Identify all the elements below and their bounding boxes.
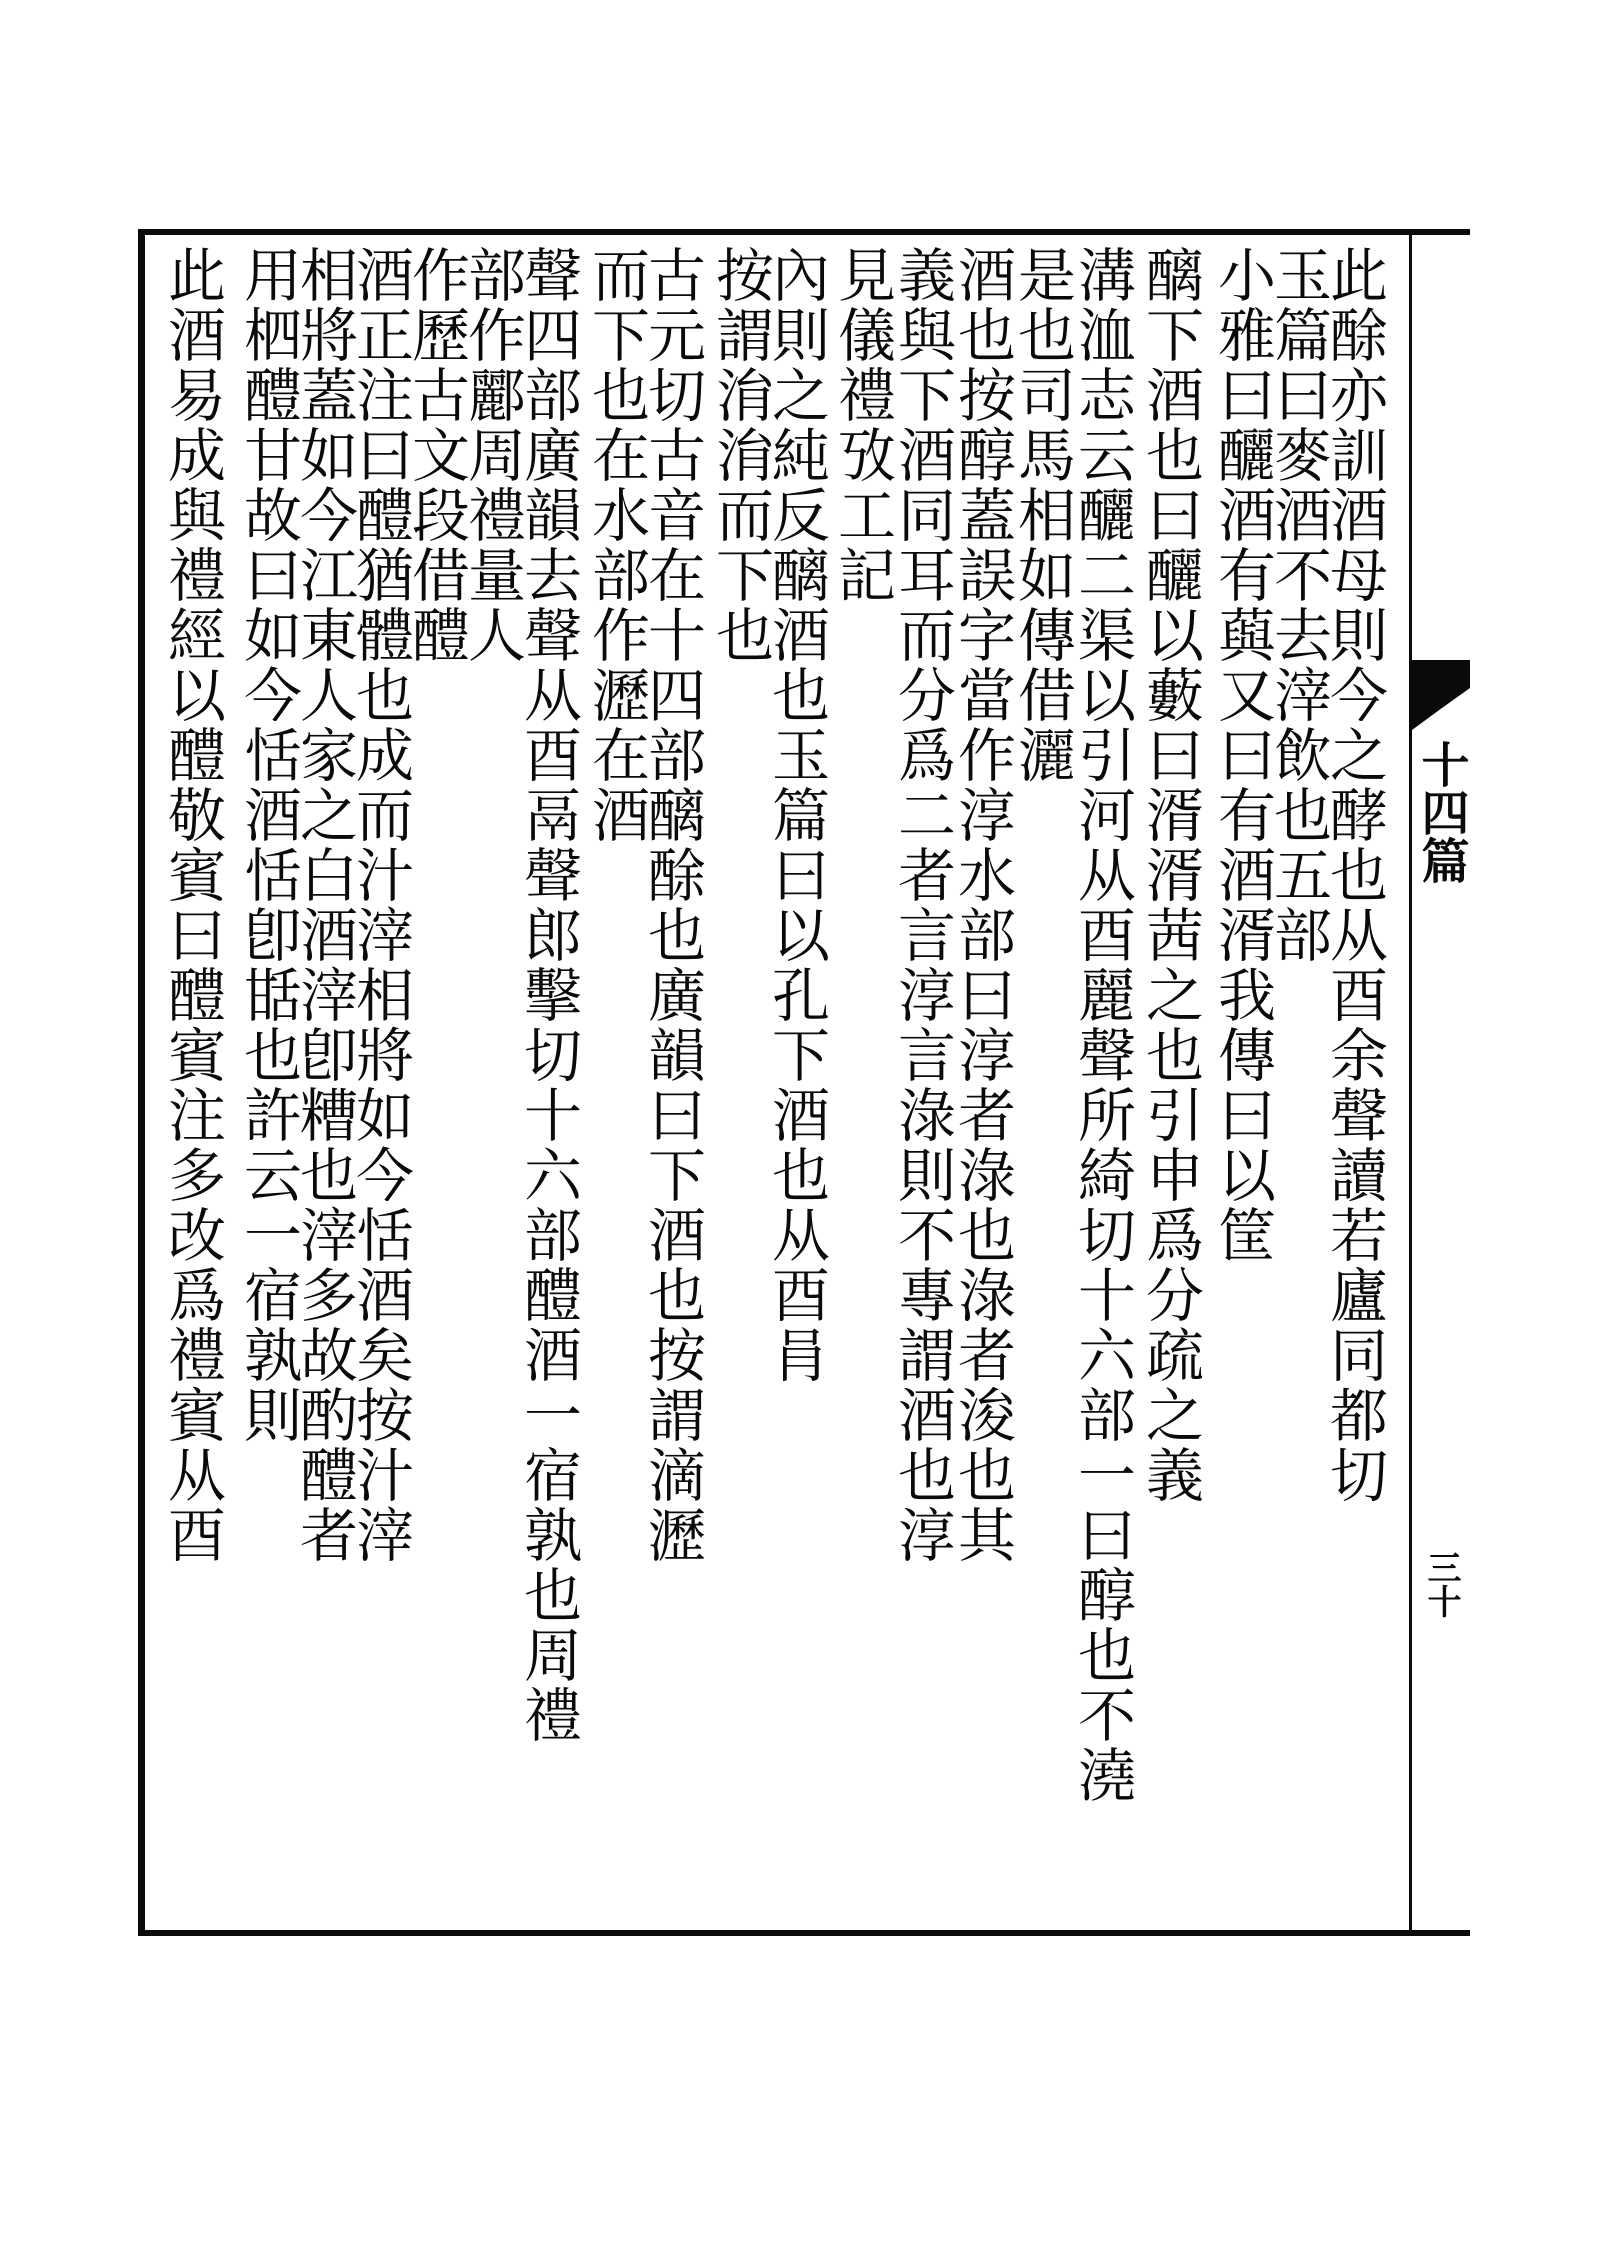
text-column: 相將蓋如今江東人家之白酒滓卽糟也滓多故酌醴者	[290, 245, 358, 1565]
text-column: 此酒易成與禮經以醴敬賓曰醴賓注多改爲禮賓从酉	[158, 245, 226, 1565]
text-column: 此酴亦訓酒母則今之酵也从酉余聲讀若廬同都切	[1320, 245, 1388, 1505]
text-column: 醨下酒也曰釃以藪曰湑湑茜之也引申爲分疏之義	[1136, 245, 1204, 1505]
text-column: 義與下酒同耳而分爲二者言淳言淥則不專謂酒也淳	[888, 245, 956, 1565]
text-column: 用柶醴甘故曰如今恬酒恬卽甛也許云一宿孰則	[234, 245, 302, 1445]
text-column: 溝洫志云釃二渠以引河从酉麗聲所綺切十六部一曰醇也不澆	[1068, 245, 1136, 1805]
text-column: 是也司馬相如傳借灑	[1008, 245, 1076, 785]
chapter-label: 十四篇	[1413, 740, 1469, 884]
text-column: 小雅曰釃酒有藇又曰有酒湑我傳曰以筐	[1208, 245, 1276, 1265]
text-column: 古元切古音在十四部醨酴也廣韻曰下酒也按謂滴瀝	[638, 245, 706, 1565]
text-column: 按謂㳙㳙而下也	[706, 245, 774, 665]
text-column: 內則之純反醨酒也玉篇曰以孔下酒也从酉肙	[762, 245, 830, 1385]
text-column: 聲四部廣韻去聲从酉鬲聲郎擊切十六部醴酒一宿孰也周禮	[514, 245, 582, 1745]
text-column: 玉篇曰麥酒不去滓飲也五部	[1264, 245, 1332, 965]
fishtail-mark-icon	[1412, 660, 1470, 730]
text-column: 見儀禮攷工記	[828, 245, 896, 605]
page-number: 三十	[1421, 1550, 1461, 1618]
text-column: 作歷古文段借醴	[402, 245, 470, 665]
text-column: 酒正注曰醴猶體也成而汁滓相將如今恬酒矣按汁滓	[346, 245, 414, 1565]
text-column: 而下也在水部作瀝在酒	[582, 245, 650, 845]
text-column: 酒也按醇蓋誤字當作淳水部曰淳者淥也淥者浚也其	[948, 245, 1016, 1565]
text-column: 部作酈周禮量人	[458, 245, 526, 665]
margin-rule	[1409, 229, 1412, 1936]
